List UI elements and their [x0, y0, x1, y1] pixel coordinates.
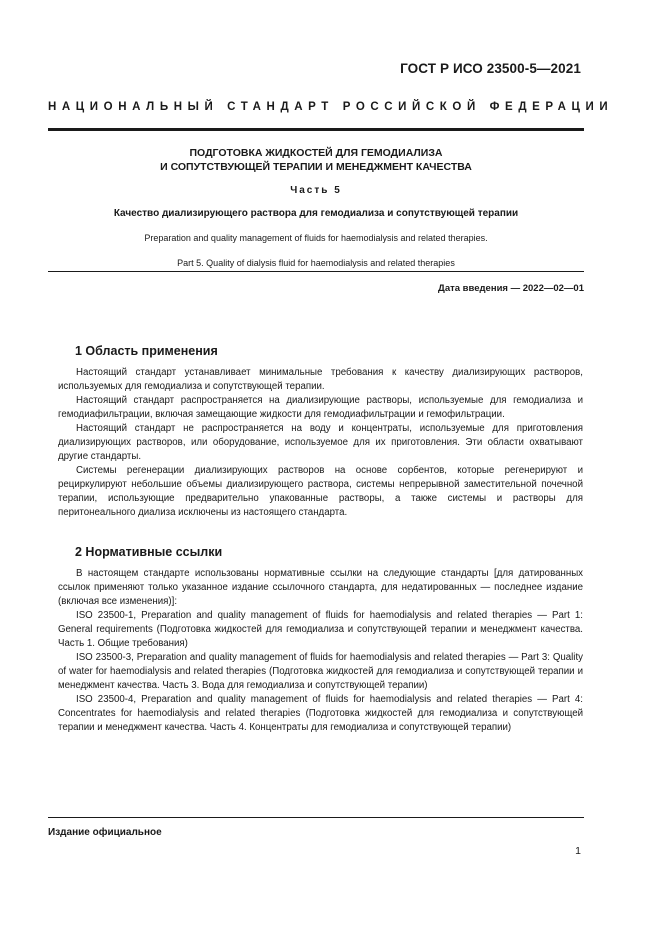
page-number: 1 — [575, 845, 581, 857]
section1-paragraph: Настоящий стандарт устанавливает минимальные требования к качеству диализирующих растворов, используемых для гемодиализа и сопутствующей терапии. — [58, 367, 583, 392]
title-divider — [48, 271, 584, 272]
section2-paragraph: В настоящем стандарте использованы нормативные ссылки на следующие стандарты [для датированных ссылок применяют только указанное издание ссылочного стандарта, для недатированных — последнее издание (включая все изменения)]: — [58, 568, 583, 607]
section2-title: 2 Нормативные ссылки — [75, 545, 223, 559]
subtitle-ru: Качество диализирующего раствора для гемодиализа и сопутствующей терапии — [113, 208, 519, 219]
section2-paragraph: ISO 23500-4, Preparation and quality management of fluids for haemodialysis and related therapies — Part 4: Concentrates for haemodialysis and related therapies (Подготовка жидкостей для гемодиализа и сопутствующей терапии и менеджмент качества. Часть 4. Концентраты для гемодиализа и сопутствующей терапии) — [58, 694, 583, 733]
document-code: ГОСТ Р ИСО 23500-5—2021 — [400, 61, 581, 76]
introduction-date: Дата введения — 2022—02—01 — [438, 283, 584, 294]
section2-paragraph: ISO 23500-3, Preparation and quality management of fluids for haemodialysis and related therapies — Part 3: Quality of water for haemodialysis and related therapies (Подготовка жидкостей для гемодиализа и сопутствующей терапии и менеджмент качества. Часть 3. Вода для гемодиализа и сопутствующей терапии) — [58, 652, 583, 691]
footer-divider — [48, 817, 584, 818]
title-en-line2: Part 5. Quality of dialysis fluid for haemodialysis and related therapies — [177, 258, 455, 268]
title-ru-line1: ПОДГОТОВКА ЖИДКОСТЕЙ ДЛЯ ГЕМОДИАЛИЗА — [189, 147, 443, 159]
section1-body — [58, 366, 583, 520]
official-edition-label: Издание официальное — [48, 827, 162, 838]
section2-body — [58, 567, 583, 735]
national-standard-heading: НАЦИОНАЛЬНЫЙ СТАНДАРТ РОССИЙСКОЙ ФЕДЕРАЦИИ — [48, 101, 614, 113]
part-label: Часть 5 — [290, 185, 342, 196]
section1-paragraph: Настоящий стандарт распространяется на диализирующие растворы, используемые для гемодиализа и гемодиафильтрации, включая замещающие жидкости для гемодиафильтрации и гемофильтрации. — [58, 395, 583, 420]
section1-paragraph: Настоящий стандарт не распространяется на воду и концентраты, используемые для приготовления диализирующих растворов, или оборудование, используемое для их приготовления. Эти области охватывают другие стандарты. — [58, 423, 583, 462]
section2-paragraph: ISO 23500-1, Preparation and quality management of fluids for haemodialysis and related therapies — Part 1: General requirements (Подготовка жидкостей для гемодиализа и сопутствующей терапии и менеджмент качества. Часть 1. Общие требования) — [58, 610, 583, 649]
title-en-line1: Preparation and quality management of fluids for haemodialysis and related therapies. — [144, 233, 488, 243]
title-ru-line2: И СОПУТСТВУЮЩЕЙ ТЕРАПИИ И МЕНЕДЖМЕНТ КАЧЕСТВА — [160, 161, 472, 173]
header-divider — [48, 128, 584, 131]
section1-title: 1 Область применения — [75, 344, 218, 358]
section1-paragraph: Системы регенерации диализирующих растворов на основе сорбентов, которые регенерируют и рециркулируют небольшие объемы диализирующего раствора, системы непрерывной заместительной почечной терапии, использующие предварительно упакованные растворы, а также системы и растворы для перитонеального диализа исключены из настоящего стандарта. — [58, 465, 583, 518]
title-block — [48, 146, 584, 269]
